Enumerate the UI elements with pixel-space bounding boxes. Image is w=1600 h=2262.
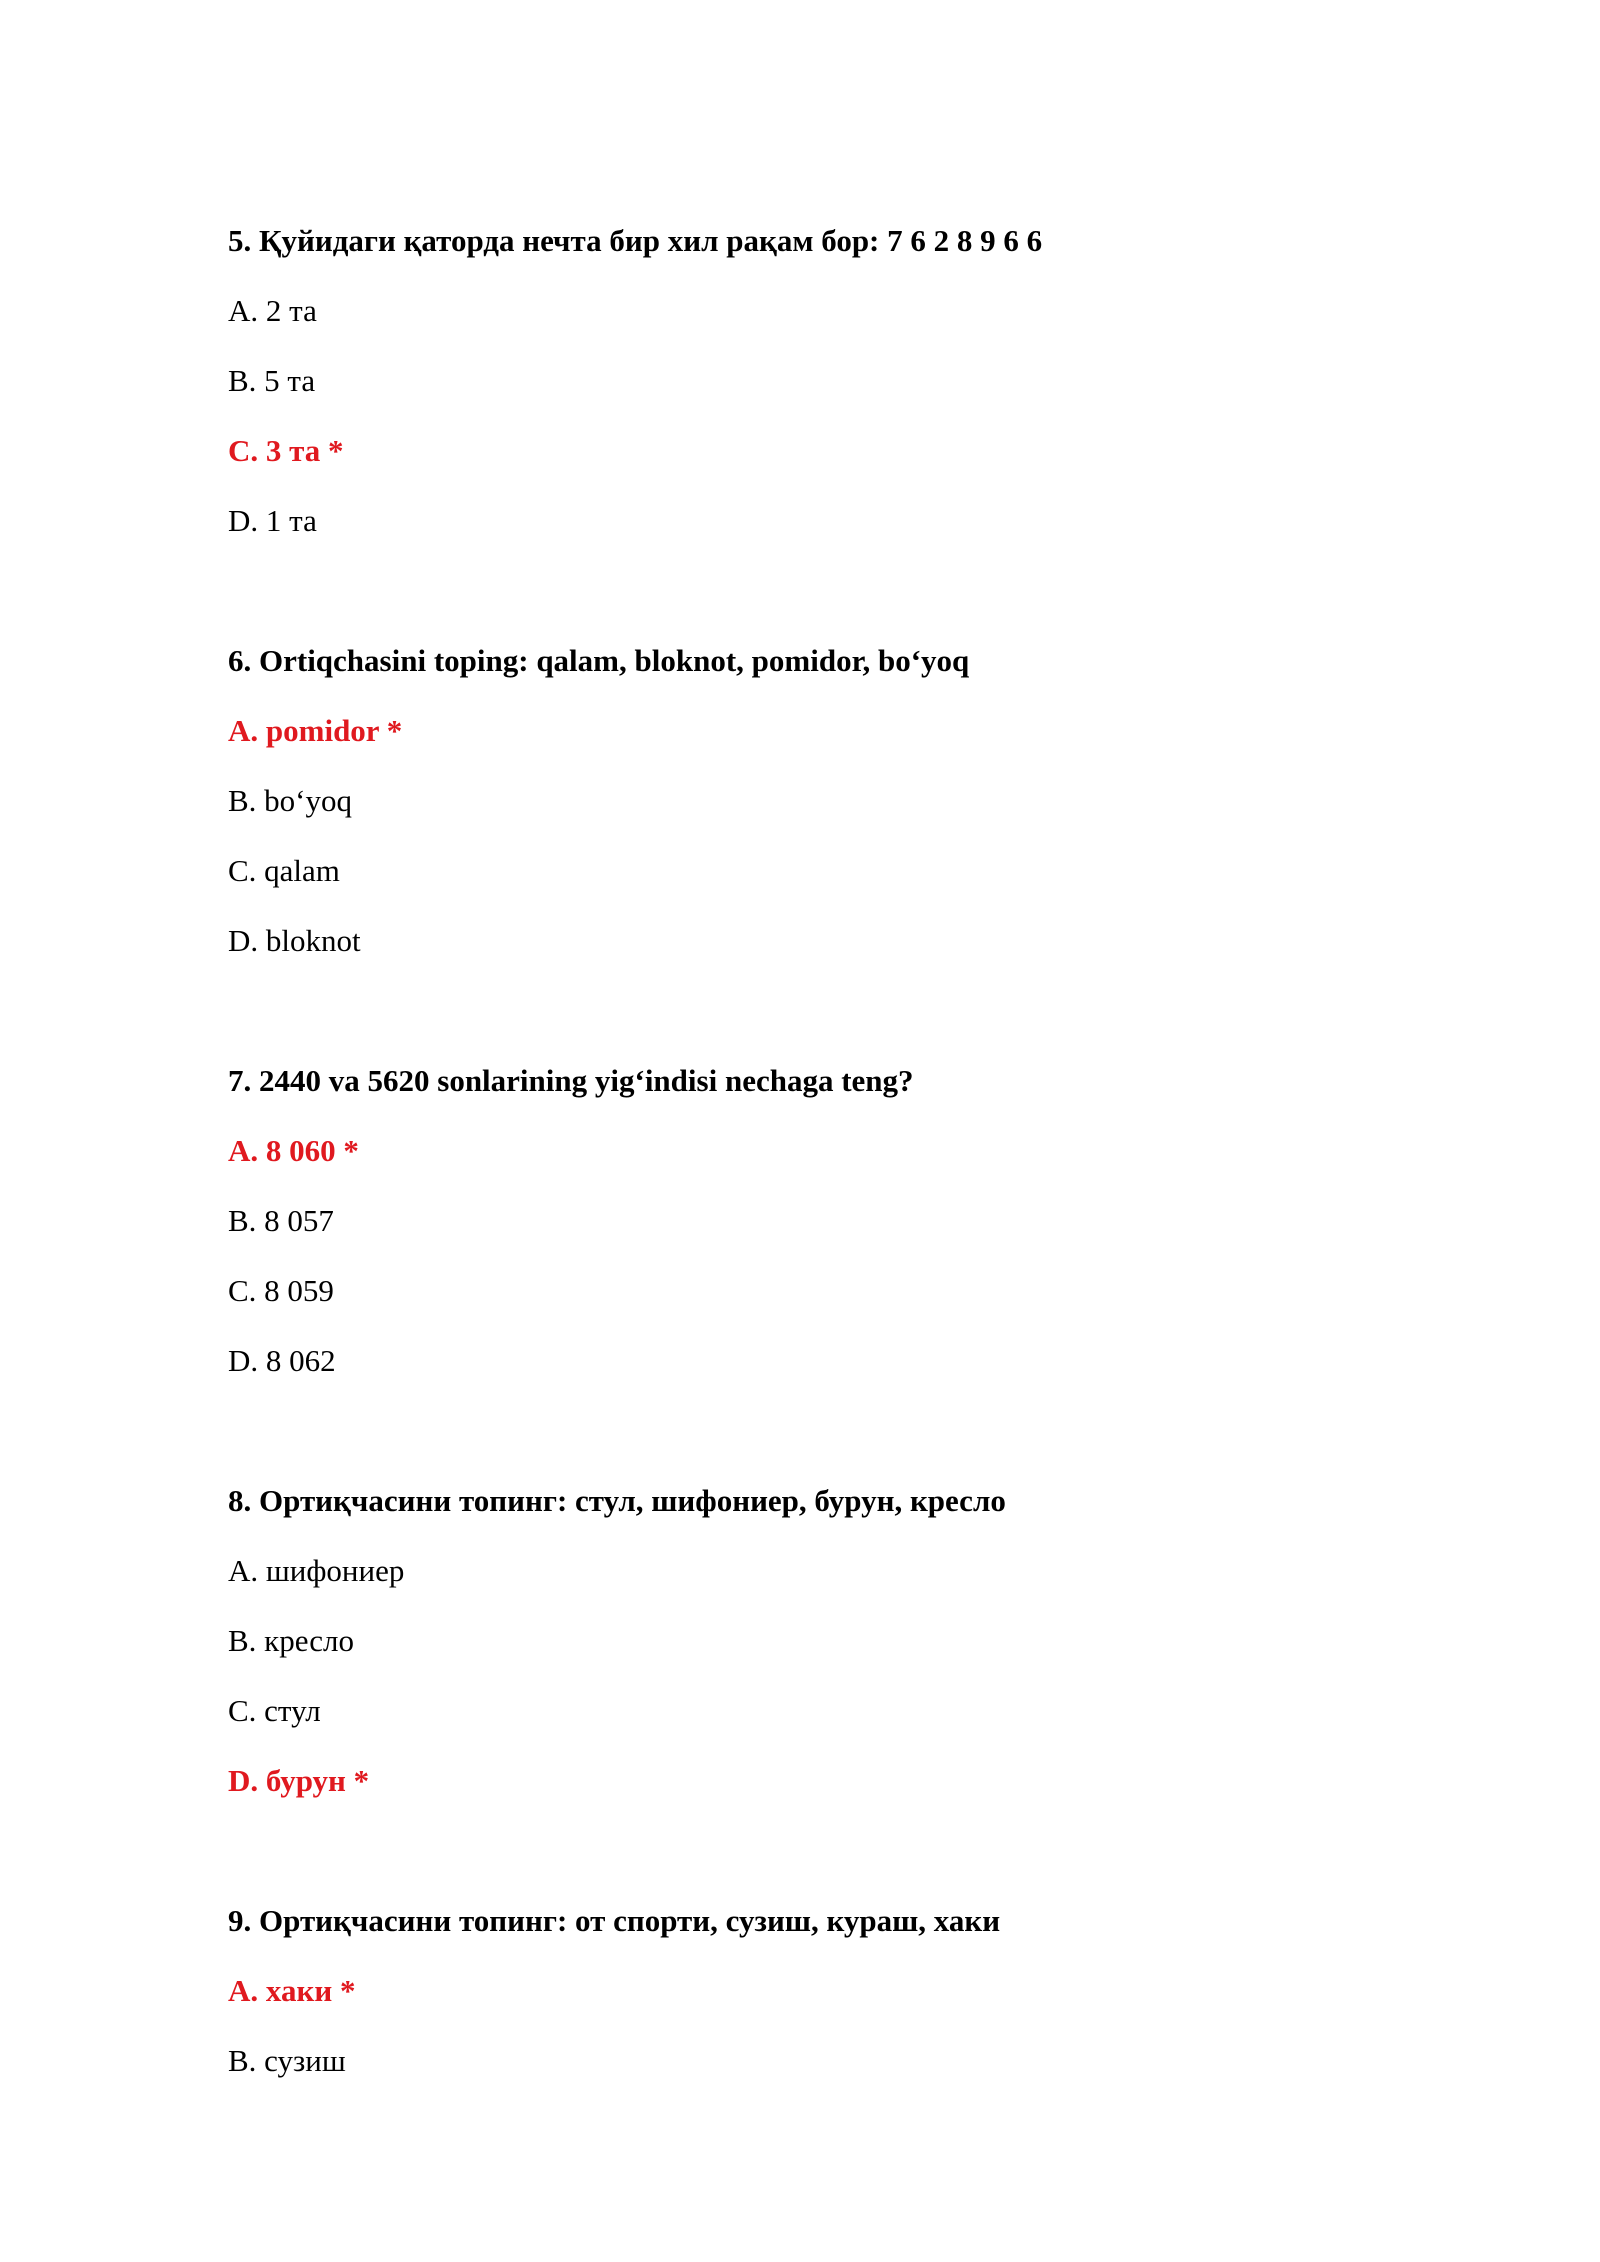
question-7-option-c: C. 8 059 bbox=[228, 1273, 334, 1308]
question-9-option-b: B. сузиш bbox=[228, 2043, 346, 2078]
question-5-option-b: B. 5 та bbox=[228, 363, 316, 398]
question-5-text: 5. Қуйидаги қаторда нечта бир хил рақам бор: 7 6 2 8 9 6 6 bbox=[228, 223, 1043, 258]
question-6-text: 6. Ortiqchasini toping: qalam, bloknot, pomidor, bo‘yoq bbox=[228, 643, 970, 678]
question-8-text: 8. Ортиқчасини топинг: стул, шифониер, бурун, кресло bbox=[228, 1483, 1006, 1518]
question-6-option-b: B. bo‘yoq bbox=[228, 783, 352, 818]
question-5-option-c-correct: C. 3 та * bbox=[228, 433, 344, 468]
question-6-option-a-correct: A. pomidor * bbox=[228, 713, 403, 748]
question-6-option-c: C. qalam bbox=[228, 853, 340, 888]
question-7-text: 7. 2440 va 5620 sonlarining yig‘indisi nechaga teng? bbox=[228, 1063, 914, 1098]
question-8-option-b: B. кресло bbox=[228, 1623, 354, 1658]
question-8-option-d-correct: D. бурун * bbox=[228, 1763, 370, 1798]
question-9-text: 9. Ортиқчасини топинг: от спорти, сузиш, кураш, хаки bbox=[228, 1903, 1001, 1938]
question-6-option-d: D. bloknot bbox=[228, 923, 361, 958]
question-5-option-d: D. 1 та bbox=[228, 503, 317, 538]
question-7-option-d: D. 8 062 bbox=[228, 1343, 336, 1378]
question-7-option-a-correct: A. 8 060 * bbox=[228, 1133, 359, 1168]
question-9-option-a-correct: A. хаки * bbox=[228, 1973, 356, 2008]
question-7-option-b: B. 8 057 bbox=[228, 1203, 334, 1238]
question-5-option-a: A. 2 та bbox=[228, 293, 317, 328]
question-8-option-c: C. стул bbox=[228, 1693, 321, 1728]
question-8-option-a: A. шифониер bbox=[228, 1553, 405, 1588]
